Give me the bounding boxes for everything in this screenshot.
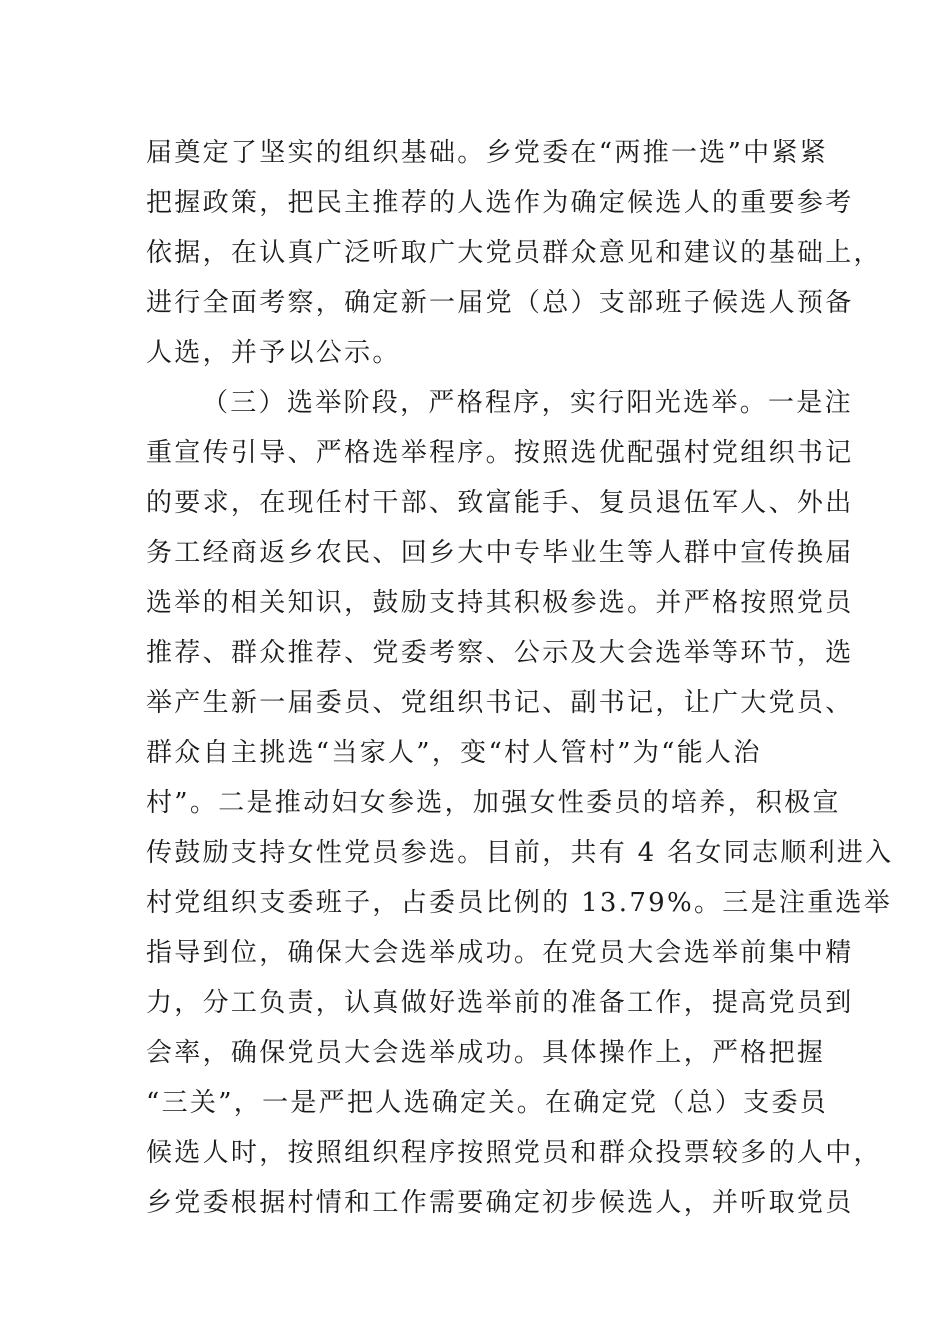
- text-line: “三关”，一是严把人选确定关。在确定党（总）支委员: [146, 1088, 829, 1118]
- text-line: 务工经商返乡农民、回乡大中专毕业生等人群中宣传换届: [146, 538, 854, 568]
- text-line: 把握政策，把民主推荐的人选作为确定候选人的重要参考: [146, 188, 854, 218]
- text-line: 村党组织支委班子，占委员比例的 13.79%。三是注重选举: [146, 888, 893, 918]
- text-line: 指导到位，确保大会选举成功。在党员大会选举前集中精: [146, 938, 854, 968]
- text-line: 举产生新一届委员、党组织书记、副书记，让广大党员、: [146, 688, 854, 718]
- text-line: 重宣传引导、严格选举程序。按照选优配强村党组织书记: [146, 438, 854, 468]
- text-line: 届奠定了坚实的组织基础。乡党委在“两推一选”中紧紧: [146, 138, 829, 168]
- text-line: 推荐、群众推荐、党委考察、公示及大会选举等环节，选: [146, 638, 854, 668]
- text-line: 村”。二是推动妇女参选，加强女性委员的培养，积极宣: [146, 788, 841, 818]
- body-text: [146, 128, 894, 1228]
- section-heading-line: （三）选举阶段，严格程序，实行阳光选举。一是注: [202, 388, 853, 418]
- text-line: 依据，在认真广泛听取广大党员群众意见和建议的基础上，: [146, 238, 882, 268]
- text-line: 会率，确保党员大会选举成功。具体操作上，严格把握: [146, 1038, 826, 1068]
- text-line: 进行全面考察，确定新一届党（总）支部班子候选人预备: [146, 288, 854, 318]
- text-line: 传鼓励支持女性党员参选。目前，共有 4 名女同志顺利进入: [146, 838, 894, 868]
- text-line: 群众自主挑选“当家人”，变“村人管村”为“能人治: [146, 738, 762, 768]
- text-line: 候选人时，按照组织程序按照党员和群众投票较多的人中，: [146, 1138, 882, 1168]
- text-line: 力，分工负责，认真做好选举前的准备工作，提高党员到: [146, 988, 854, 1018]
- text-line: 人选，并予以公示。: [146, 338, 401, 368]
- text-line: 的要求，在现任村干部、致富能手、复员退伍军人、外出: [146, 488, 854, 518]
- text-line: 选举的相关知识，鼓励支持其积极参选。并严格按照党员: [146, 588, 854, 618]
- text-line: 乡党委根据村情和工作需要确定初步候选人，并听取党员: [146, 1188, 854, 1218]
